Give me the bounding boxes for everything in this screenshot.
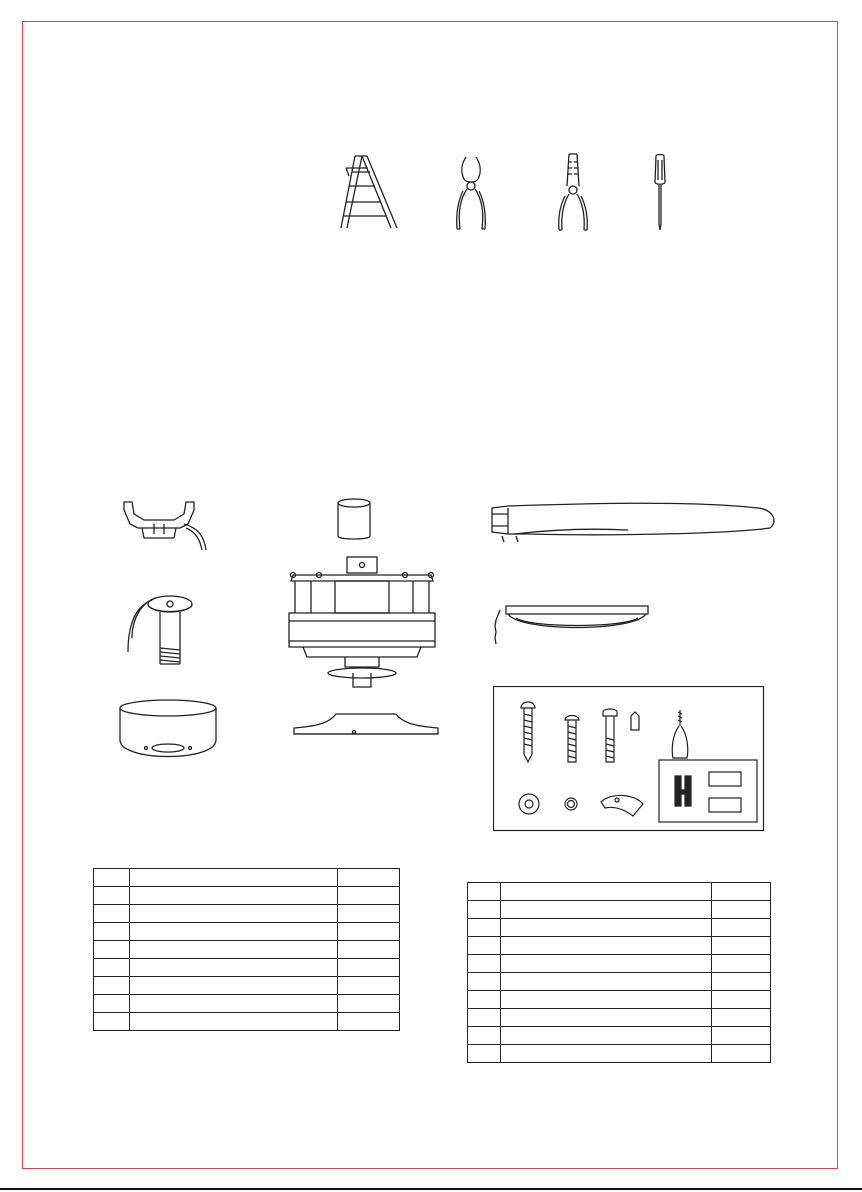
downrod-icon xyxy=(122,588,202,668)
table-row xyxy=(94,977,400,995)
table-row xyxy=(94,959,400,977)
table-row xyxy=(468,991,771,1009)
table-row xyxy=(468,901,771,919)
coupling-cover-icon xyxy=(334,496,374,542)
table-row xyxy=(94,923,400,941)
table-row xyxy=(468,973,771,991)
table-row xyxy=(468,937,771,955)
table-row xyxy=(94,905,400,923)
pliers-icon xyxy=(448,153,494,233)
canopy-icon xyxy=(116,696,220,762)
table-row xyxy=(468,1045,771,1063)
table-row xyxy=(94,995,400,1013)
fan-motor-icon xyxy=(283,555,441,691)
table-row xyxy=(468,919,771,937)
parts-table-right xyxy=(467,882,771,1063)
table-row xyxy=(468,883,771,901)
parts-table-left xyxy=(93,868,400,1031)
table-row xyxy=(468,1027,771,1045)
wire-stripper-icon xyxy=(555,152,591,234)
fan-blade-icon xyxy=(488,496,784,546)
switch-housing-plate-icon xyxy=(292,710,440,740)
light-kit-icon xyxy=(490,598,660,650)
table-row xyxy=(468,955,771,973)
table-row xyxy=(94,941,400,959)
table-row xyxy=(94,887,400,905)
hardware-bag-icon xyxy=(493,686,765,832)
step-ladder-icon xyxy=(333,152,403,232)
bottom-rule xyxy=(0,1188,862,1190)
table-row xyxy=(468,1009,771,1027)
table-row xyxy=(94,869,400,887)
mounting-bracket-icon xyxy=(114,494,214,554)
screwdriver-icon xyxy=(650,152,670,234)
table-row xyxy=(94,1013,400,1031)
